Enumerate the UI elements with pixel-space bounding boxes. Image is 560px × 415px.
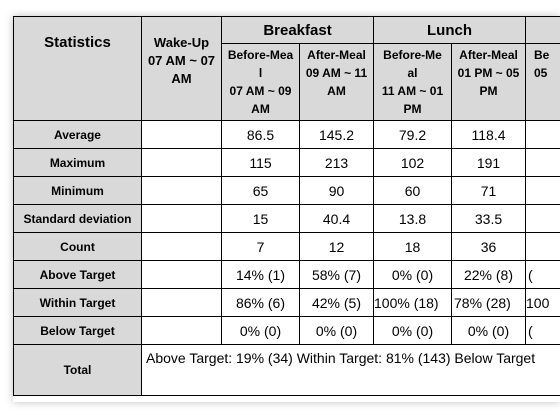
table-cell: 79.2: [374, 121, 452, 149]
total-summary: Above Target: 19% (34) Within Target: 81% (143) Below Target: [142, 345, 560, 396]
breakfast-header: Breakfast: [222, 17, 374, 44]
table-cell: 22% (8): [452, 261, 526, 289]
table-row: [14, 261, 560, 289]
table-cell: 213: [300, 149, 374, 177]
table-cell: 100: [526, 289, 560, 317]
row-label: Within Target: [14, 289, 142, 317]
lunch-after-clipped-header: Be 05: [526, 44, 560, 121]
table-cell: [142, 261, 222, 289]
table-cell: 0% (0): [300, 317, 374, 345]
table-row: [14, 177, 560, 205]
table-cell: 86% (6): [222, 289, 300, 317]
table-cell: 90: [300, 177, 374, 205]
table-cell: [142, 317, 222, 345]
lunch-before-meal-header: Before-Me al 11 AM ~ 01 PM: [374, 44, 452, 121]
row-label: Maximum: [14, 149, 142, 177]
table-cell: 12: [300, 233, 374, 261]
statistics-table: [13, 16, 560, 396]
table-cell: 18: [374, 233, 452, 261]
total-row: [14, 345, 560, 396]
table-cell: 86.5: [222, 121, 300, 149]
table-row: [14, 149, 560, 177]
table-cell: 15: [222, 205, 300, 233]
statistics-header: Statistics: [14, 17, 142, 121]
table-cell: [526, 149, 560, 177]
row-label: Count: [14, 233, 142, 261]
row-label: Minimum: [14, 177, 142, 205]
table-cell: 78% (28): [452, 289, 526, 317]
table-cell: [526, 121, 560, 149]
dinner-header-clipped: [526, 17, 560, 44]
table-cell: [142, 121, 222, 149]
total-label: Total: [14, 345, 142, 396]
table-cell: 102: [374, 149, 452, 177]
table-cell: 71: [452, 177, 526, 205]
table-row: [14, 121, 560, 149]
table-cell: 42% (5): [300, 289, 374, 317]
lunch-after-meal-header: After-Meal 01 PM ~ 05 PM: [452, 44, 526, 121]
table-row: [14, 289, 560, 317]
wakeup-header: Wake-Up 07 AM ~ 07 AM: [142, 17, 222, 121]
table-cell: [526, 233, 560, 261]
table-cell: [526, 177, 560, 205]
table-cell: 14% (1): [222, 261, 300, 289]
table-cell: 0% (0): [452, 317, 526, 345]
table-cell: 0% (0): [374, 261, 452, 289]
table-row: [14, 205, 560, 233]
table-cell: 7: [222, 233, 300, 261]
table-cell: 145.2: [300, 121, 374, 149]
table-cell: (: [526, 317, 560, 345]
breakfast-before-meal-header: Before-Mea l 07 AM ~ 09 AM: [222, 44, 300, 121]
table-cell: [526, 205, 560, 233]
table-cell: (: [526, 261, 560, 289]
table-cell: 13.8: [374, 205, 452, 233]
table-cell: 0% (0): [222, 317, 300, 345]
row-label: Standard deviation: [14, 205, 142, 233]
table-cell: 0% (0): [374, 317, 452, 345]
row-label: Above Target: [14, 261, 142, 289]
table-cell: 36: [452, 233, 526, 261]
table-cell: [142, 233, 222, 261]
table-cell: [142, 205, 222, 233]
table-cell: 65: [222, 177, 300, 205]
table-cell: 191: [452, 149, 526, 177]
table-cell: [142, 177, 222, 205]
table-cell: 115: [222, 149, 300, 177]
table-cell: 58% (7): [300, 261, 374, 289]
breakfast-after-meal-header: After-Meal 09 AM ~ 11 AM: [300, 44, 374, 121]
table-cell: 60: [374, 177, 452, 205]
table-cell: [142, 149, 222, 177]
lunch-header: Lunch: [374, 17, 526, 44]
table-cell: 118.4: [452, 121, 526, 149]
table-cell: 33.5: [452, 205, 526, 233]
table-row: [14, 317, 560, 345]
table-row: [14, 233, 560, 261]
header-row-meals: [14, 17, 560, 44]
table-cell: 100% (18): [374, 289, 452, 317]
statistics-table-window: [13, 16, 560, 402]
table-cell: [142, 289, 222, 317]
row-label: Below Target: [14, 317, 142, 345]
table-cell: 40.4: [300, 205, 374, 233]
row-label: Average: [14, 121, 142, 149]
